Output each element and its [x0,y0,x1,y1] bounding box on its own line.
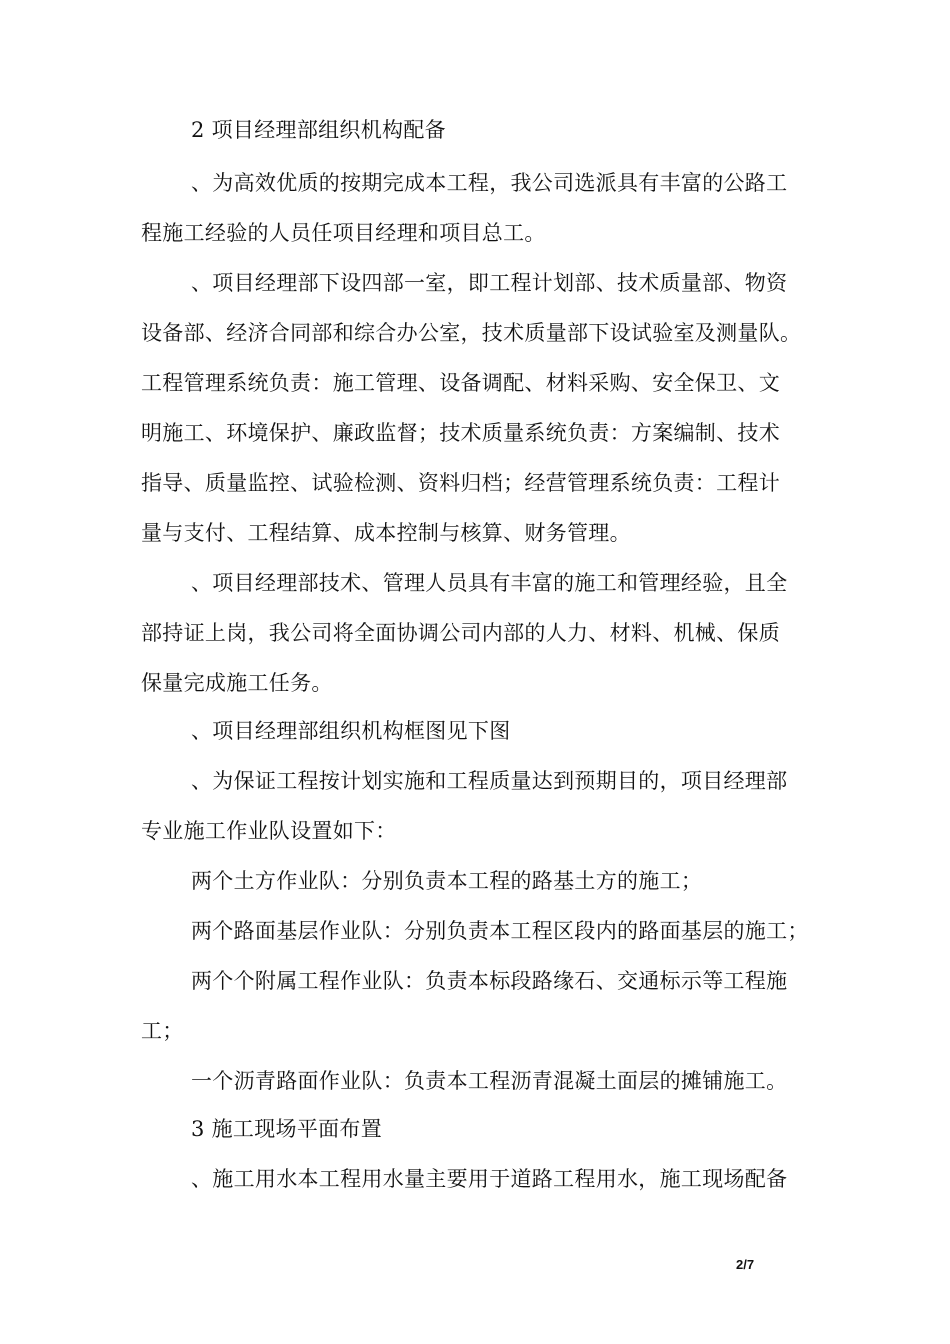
paragraph-line: 部持证上岗，我公司将全面协调公司内部的人力、材料、机械、保质 [141,621,780,645]
paragraph-line: 保量完成施工任务。 [141,671,333,695]
list-item: 两个路面基层作业队：分别负责本工程区段内的路面基层的施工； [191,919,809,943]
list-item: 一个沥青路面作业队：负责本工程沥青混凝土面层的摊铺施工。 [191,1069,788,1093]
paragraph-line: 、项目经理部技术、管理人员具有丰富的施工和管理经验，且全 [191,571,788,595]
list-item: 两个个附属工程作业队：负责本标段路缘石、交通标示等工程施 [191,969,788,993]
paragraph-line: 量与支付、工程结算、成本控制与核算、财务管理。 [141,521,631,545]
section-heading: 3 施工现场平面布置 [191,1117,383,1141]
paragraph-line: 明施工、环境保护、廉政监督；技术质量系统负责：方案编制、技术 [141,421,780,445]
section-heading: 2 项目经理部组织机构配备 [191,118,446,142]
paragraph-line: 、施工用水本工程用水量主要用于道路工程用水，施工现场配备 [191,1167,788,1191]
paragraph-line: 工程管理系统负责：施工管理、设备调配、材料采购、安全保卫、文 [141,371,780,395]
paragraph-line: 指导、质量监控、试验检测、资料归档；经营管理系统负责：工程计 [141,471,780,495]
paragraph-line: 程施工经验的人员任项目经理和项目总工。 [141,221,546,245]
list-item-continuation: 工； [141,1019,184,1043]
paragraph-line: 、为保证工程按计划实施和工程质量达到预期目的，项目经理部 [191,769,788,793]
list-item: 两个土方作业队：分别负责本工程的路基土方的施工； [191,869,703,893]
paragraph-line: 专业施工作业队设置如下： [141,819,397,843]
page-number: 2/7 [736,1257,755,1272]
paragraph-line: 设备部、经济合同部和综合办公室，技术质量部下设试验室及测量队。 [141,321,802,345]
paragraph-line: 、项目经理部组织机构框图见下图 [191,719,511,743]
paragraph-line: 、为高效优质的按期完成本工程，我公司选派具有丰富的公路工 [191,171,788,195]
paragraph-line: 、项目经理部下设四部一室，即工程计划部、技术质量部、物资 [191,271,788,295]
